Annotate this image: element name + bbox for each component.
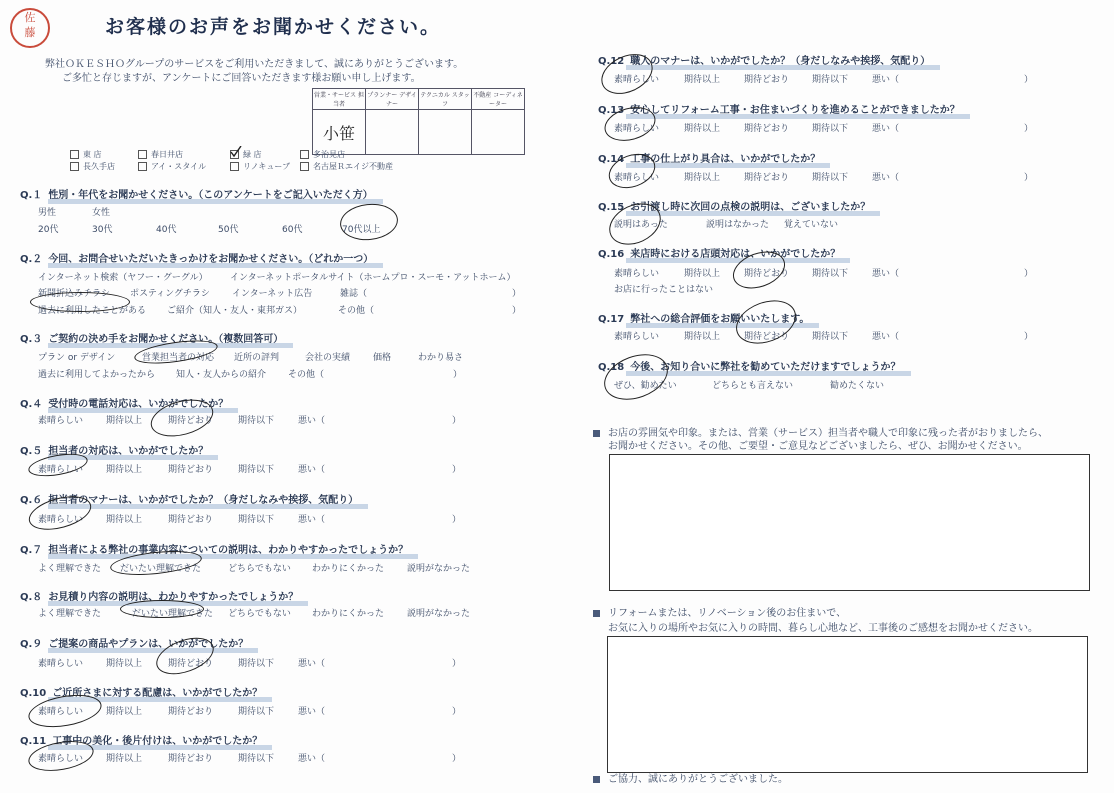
store-option[interactable] [70, 149, 102, 160]
question-text: 今回、お問合せいただいたきっかけをお聞かせください。（どれか一つ） [48, 254, 374, 265]
question-number: Q.７ [20, 545, 43, 556]
question-11-option[interactable]: 期待以上 [106, 754, 143, 764]
question-number: Q.１ [20, 190, 43, 201]
question-2-option[interactable]: ポスティングチラシ [130, 289, 210, 299]
question-number: Q.17 [598, 314, 625, 325]
question-6-option[interactable]: ） [452, 515, 462, 525]
question-7-option[interactable]: どちらでもない [228, 564, 291, 574]
question-17-option[interactable]: 期待以下 [812, 332, 849, 342]
question-12-option[interactable]: ） [1024, 75, 1034, 85]
comment1-prompt: お店の雰囲気や印象。または、営業（サービス）担当者や職人で印象に残った者がおりましたら、 [593, 424, 1048, 439]
question-10-option[interactable]: ） [452, 707, 462, 717]
question-number: Q.８ [20, 592, 43, 603]
question-text: ご提案の商品やプランは、いかがでしたか？ [48, 639, 249, 650]
staff-sales-field[interactable]: 小笹 [313, 110, 366, 155]
store-option[interactable] [230, 149, 262, 160]
question-3-heading [20, 330, 283, 345]
question-2-option[interactable]: 過去に利用したことがある [38, 306, 147, 316]
staff-header: プランナー デザイナー [366, 89, 419, 110]
stamp-text: 佐 藤 [24, 11, 36, 39]
question-13-option[interactable]: 期待以下 [812, 124, 849, 134]
question-16-option[interactable]: 悪い（ [872, 269, 900, 279]
question-15-option[interactable]: 覚えていない [784, 220, 839, 230]
question-number: Q.10 [20, 688, 47, 699]
question-4-option[interactable]: 悪い（ [298, 416, 326, 426]
question-15-option[interactable]: 説明はなかった [706, 220, 770, 230]
question-2-option[interactable]: ご紹介（知人・友人・東邦ガス） [167, 306, 303, 316]
question-17-option[interactable]: 期待以上 [684, 332, 721, 342]
store-option[interactable] [138, 161, 206, 172]
question-7-option[interactable]: だいたい理解できた [120, 564, 202, 574]
staff-table [312, 88, 525, 155]
question-11-option[interactable]: 素晴らしい [38, 754, 84, 764]
question-9-option[interactable]: 期待どおり [168, 659, 214, 669]
page-title: お客様のお声をお聞かせください。 [105, 16, 442, 38]
staff-header: 営業・サービス 担当者 [313, 89, 366, 110]
question-1-option[interactable]: 40代 [156, 225, 177, 235]
store-option[interactable] [70, 161, 115, 172]
question-14-option[interactable]: 素晴らしい [614, 173, 660, 183]
store-label: リノキューブ [243, 162, 290, 171]
intro-line-1: 弊社ＯＫＥＳＨＯグループのサービスをご利用いただきまして、誠にありがとうございます。 [45, 59, 464, 70]
question-text: 受付時の電話対応は、いかがでしたか？ [48, 399, 229, 410]
question-text: 工事の仕上がり具合は、いかがでしたか？ [630, 154, 821, 165]
question-number: Q.13 [598, 105, 625, 116]
question-text: 担当者の対応は、いかがでしたか？ [48, 446, 209, 457]
comment2-textbox[interactable] [607, 636, 1088, 773]
question-14-option[interactable]: 悪い（ [872, 173, 900, 183]
store-label: 多治見店 [313, 150, 345, 159]
question-11-option[interactable]: 期待どおり [168, 754, 214, 764]
question-6-option[interactable]: 悪い（ [298, 515, 326, 525]
question-13-option[interactable]: 期待以上 [684, 124, 721, 134]
question-9-option[interactable]: 悪い（ [298, 659, 326, 669]
question-2-option[interactable]: インターネット検索（ヤフー・グーグル） [38, 273, 208, 283]
square-bullet-icon [593, 776, 600, 783]
staff-planner-field[interactable] [366, 110, 419, 155]
question-10-option[interactable]: 悪い（ [298, 707, 326, 717]
question-number: Q.18 [598, 362, 625, 373]
question-2-option[interactable]: インターネットポータルサイト（ホームプロ・スーモ・アットホーム） [230, 273, 516, 283]
question-16-option[interactable]: ） [1024, 269, 1034, 279]
question-6-option[interactable]: 素晴らしい [38, 515, 84, 525]
question-2-option[interactable]: ） [512, 306, 522, 316]
answer-circle-q1 [338, 201, 399, 243]
checkbox-icon[interactable] [138, 150, 147, 159]
question-2-heading [20, 250, 373, 265]
question-1-option[interactable]: 20代 [38, 225, 59, 235]
question-4-option[interactable]: ） [452, 416, 462, 426]
question-3-option[interactable]: 営業担当者の対応 [142, 353, 215, 363]
store-label: アイ・スタイル [151, 162, 207, 171]
footer-thanks: ご協力、誠にありがとうございました。 [593, 770, 788, 785]
question-16-option[interactable]: 期待以上 [684, 269, 721, 279]
checkbox-icon[interactable] [230, 162, 239, 171]
question-6-option[interactable]: 期待以下 [238, 515, 275, 525]
question-text: ご近所さまに対する配慮は、いかがでしたか？ [52, 688, 263, 699]
question-17-option[interactable]: 悪い（ [872, 332, 900, 342]
question-8-option[interactable]: よく理解できた [38, 609, 102, 619]
question-number: Q.６ [20, 495, 43, 506]
question-5-heading [20, 442, 208, 457]
question-17-option[interactable]: 素晴らしい [614, 332, 660, 342]
store-option[interactable] [300, 161, 393, 172]
question-text: お引渡し時に次回の点検の説明は、ございましたか？ [630, 202, 871, 213]
question-8-option[interactable]: 説明がなかった [407, 609, 471, 619]
question-16-option[interactable]: 素晴らしい [614, 269, 660, 279]
question-18-option[interactable]: ぜひ、勧めたい [614, 381, 677, 391]
question-17-option[interactable]: ） [1024, 332, 1034, 342]
question-3-option[interactable]: 知人・友人からの紹介 [176, 370, 267, 380]
store-label: 緑 店 [243, 150, 262, 159]
question-2-option[interactable]: 新聞折込みチラシ [38, 289, 111, 299]
question-text: 職人のマナーは、いかがでしたか？（身だしなみや挨拶、気配り） [630, 56, 931, 67]
square-bullet-icon [593, 610, 600, 617]
question-10-option[interactable]: 期待どおり [168, 707, 214, 717]
question-8-option[interactable]: どちらでもない [228, 609, 291, 619]
question-3-option[interactable]: わかり易さ [418, 353, 464, 363]
question-number: Q.12 [598, 56, 625, 67]
question-14-option[interactable]: ） [1024, 173, 1034, 183]
question-4-option[interactable]: 期待どおり [168, 416, 214, 426]
comment1-textbox[interactable] [609, 454, 1090, 591]
question-11-option[interactable]: 悪い（ [298, 754, 326, 764]
question-number: Q.９ [20, 639, 43, 650]
hanko-stamp [10, 8, 50, 48]
question-5-option[interactable]: 期待以下 [238, 465, 275, 475]
question-8-option[interactable]: だいたい理解できた [132, 609, 214, 619]
question-16-option[interactable]: 期待以下 [812, 269, 849, 279]
question-13-option[interactable]: ） [1024, 124, 1034, 134]
question-3-option[interactable]: その他（ [288, 370, 325, 380]
question-11-option[interactable]: 期待以下 [238, 754, 275, 764]
question-18-option[interactable]: 勧めたくない [830, 381, 885, 391]
question-3-option[interactable]: 過去に利用してよかったから [38, 370, 156, 380]
staff-technical-field[interactable] [419, 110, 472, 155]
question-text: 今後、お知り合いに弊社を勧めていただけますでしょうか？ [630, 362, 901, 373]
store-option[interactable] [300, 149, 345, 160]
square-bullet-icon [593, 430, 600, 437]
staff-realestate-field[interactable] [472, 110, 525, 155]
question-2-option[interactable]: インターネット広告 [232, 289, 313, 299]
comment2-prompt: リフォームまたは、リノベーション後のお住まいで、 [593, 604, 846, 619]
question-9-heading [20, 635, 248, 650]
question-7-option[interactable]: わかりにくかった [312, 564, 385, 574]
question-3-option[interactable]: ） [453, 370, 463, 380]
question-9-option[interactable]: 素晴らしい [38, 659, 84, 669]
question-number: Q.15 [598, 202, 625, 213]
question-9-option[interactable]: 期待以上 [106, 659, 143, 669]
question-3-option[interactable]: 会社の実績 [305, 353, 351, 363]
question-10-option[interactable]: 期待以上 [106, 707, 143, 717]
question-11-option[interactable]: ） [452, 754, 462, 764]
question-3-option[interactable]: 価格 [373, 353, 392, 363]
comment2-prompt-line2: お気に入りの場所やお気に入りの時間、暮らし心地など、工事後のご感想をお聞かせください。 [608, 623, 1038, 634]
comment1-prompt-line2: お聞かせください。その他、ご要望・ご意見などございましたら、ぜひ、お聞かせください。 [608, 441, 1028, 452]
question-18-option[interactable]: どちらとも言えない [712, 381, 794, 391]
store-label: 長久手店 [83, 162, 115, 171]
question-13-option[interactable]: 悪い（ [872, 124, 900, 134]
question-17-option[interactable]: 期待どおり [744, 332, 790, 342]
staff-header: テクニカル スタッフ [419, 89, 472, 110]
question-12-option[interactable]: 期待どおり [744, 75, 790, 85]
question-5-option[interactable]: ） [452, 465, 462, 475]
question-16-option[interactable]: 期待どおり [744, 269, 790, 279]
question-text: 安心してリフォーム工事・お住まいづくりを進めることができましたか？ [630, 105, 960, 116]
question-12-option[interactable]: 期待以下 [812, 75, 849, 85]
question-12-option[interactable]: 素晴らしい [614, 75, 660, 85]
question-4-option[interactable]: 素晴らしい [38, 416, 84, 426]
question-14-option[interactable]: 期待以上 [684, 173, 721, 183]
question-3-option[interactable]: 近所の評判 [234, 353, 280, 363]
checkbox-icon[interactable] [70, 162, 79, 171]
question-1-option[interactable]: 30代 [92, 225, 113, 235]
question-number: Q.５ [20, 446, 43, 457]
intro-line-2: ご多忙と存じますが、アンケートにご回答いただきます様お願い申し上げます。 [62, 73, 421, 84]
checked-checkbox-icon[interactable] [230, 150, 239, 159]
store-label: 春日井店 [151, 150, 183, 159]
question-text: ご契約の決め手をお聞かせください。（複数回答可） [48, 334, 284, 345]
question-2-option[interactable]: ） [512, 289, 522, 299]
store-label: 名古屋Ｒエイジ不動産 [313, 162, 393, 171]
question-7-heading [20, 541, 408, 556]
question-12-option[interactable]: 悪い（ [872, 75, 900, 85]
store-option[interactable] [138, 149, 183, 160]
question-1-option[interactable]: 50代 [218, 225, 239, 235]
staff-header: 不動産 コーディネーター [472, 89, 525, 110]
question-6-option[interactable]: 期待以上 [106, 515, 143, 525]
question-8-option[interactable]: わかりにくかった [312, 609, 385, 619]
question-number: Q.３ [20, 334, 43, 345]
store-label: 東 店 [83, 150, 102, 159]
checkbox-icon[interactable] [300, 150, 309, 159]
question-1-heading [20, 186, 373, 201]
question-text: 弊社への総合評価をお願いいたします。 [630, 314, 810, 325]
question-5-option[interactable]: 素晴らしい [38, 465, 84, 475]
answer-circle-q17 [730, 293, 802, 352]
question-4-option[interactable]: 期待以上 [106, 416, 143, 426]
store-option[interactable] [230, 161, 290, 172]
checkbox-icon[interactable] [138, 162, 147, 171]
question-2-option[interactable]: その他（ [338, 306, 375, 316]
question-number: Q.16 [598, 249, 625, 260]
question-13-option[interactable]: 素晴らしい [614, 124, 660, 134]
question-9-option[interactable]: 期待以下 [238, 659, 275, 669]
question-text: 担当者による弊社の事業内容についての説明は、わかりやすかったでしょうか？ [48, 545, 409, 556]
question-number: Q.11 [20, 736, 47, 747]
answer-circle-q8 [120, 600, 204, 618]
question-2-option[interactable]: 雑誌（ [340, 289, 368, 299]
question-number: Q.４ [20, 399, 43, 410]
question-1-option[interactable]: 男性 [38, 208, 57, 218]
question-7-option[interactable]: よく理解できた [38, 564, 102, 574]
question-number: Q.14 [598, 154, 625, 165]
question-1-option[interactable]: 60代 [282, 225, 303, 235]
question-4-option[interactable]: 期待以下 [238, 416, 275, 426]
question-15-option[interactable]: 説明はあった [614, 220, 668, 230]
question-16-option[interactable]: お店に行ったことはない [614, 285, 714, 295]
question-12-option[interactable]: 期待以上 [684, 75, 721, 85]
question-13-option[interactable]: 期待どおり [744, 124, 790, 134]
question-16-heading [598, 245, 840, 260]
question-7-option[interactable]: 説明がなかった [407, 564, 471, 574]
question-5-option[interactable]: 期待どおり [168, 465, 214, 475]
question-10-option[interactable]: 期待以下 [238, 707, 275, 717]
question-5-option[interactable]: 期待以上 [106, 465, 143, 475]
question-9-option[interactable]: ） [452, 659, 462, 669]
checkbox-icon[interactable] [70, 150, 79, 159]
question-number: Q.２ [20, 254, 43, 265]
answer-circle-q18 [598, 346, 674, 408]
question-text: お見積り内容の説明は、わかりやすかったでしょうか？ [48, 592, 299, 603]
question-6-option[interactable]: 期待どおり [168, 515, 214, 525]
question-5-option[interactable]: 悪い（ [298, 465, 326, 475]
checkbox-icon[interactable] [300, 162, 309, 171]
question-10-option[interactable]: 素晴らしい [38, 707, 84, 717]
question-1-option[interactable]: 70代以上 [342, 225, 381, 235]
question-3-option[interactable]: プラン or デザイン [38, 353, 116, 363]
question-text: 担当者のマナーは、いかがでしたか？（身だしなみや挨拶、気配り） [48, 495, 359, 506]
answer-circle-q2 [30, 292, 130, 312]
question-text: 来店時における店頭対応は、いかがでしたか？ [630, 249, 841, 260]
question-1-option[interactable]: 女性 [92, 208, 111, 218]
question-text: 性別・年代をお聞かせください。（このアンケートをご記入いただく方） [48, 190, 373, 201]
question-14-option[interactable]: 期待以下 [812, 173, 849, 183]
question-text: 工事中の美化・後片付けは、いかがでしたか？ [52, 736, 263, 747]
question-14-option[interactable]: 期待どおり [744, 173, 790, 183]
